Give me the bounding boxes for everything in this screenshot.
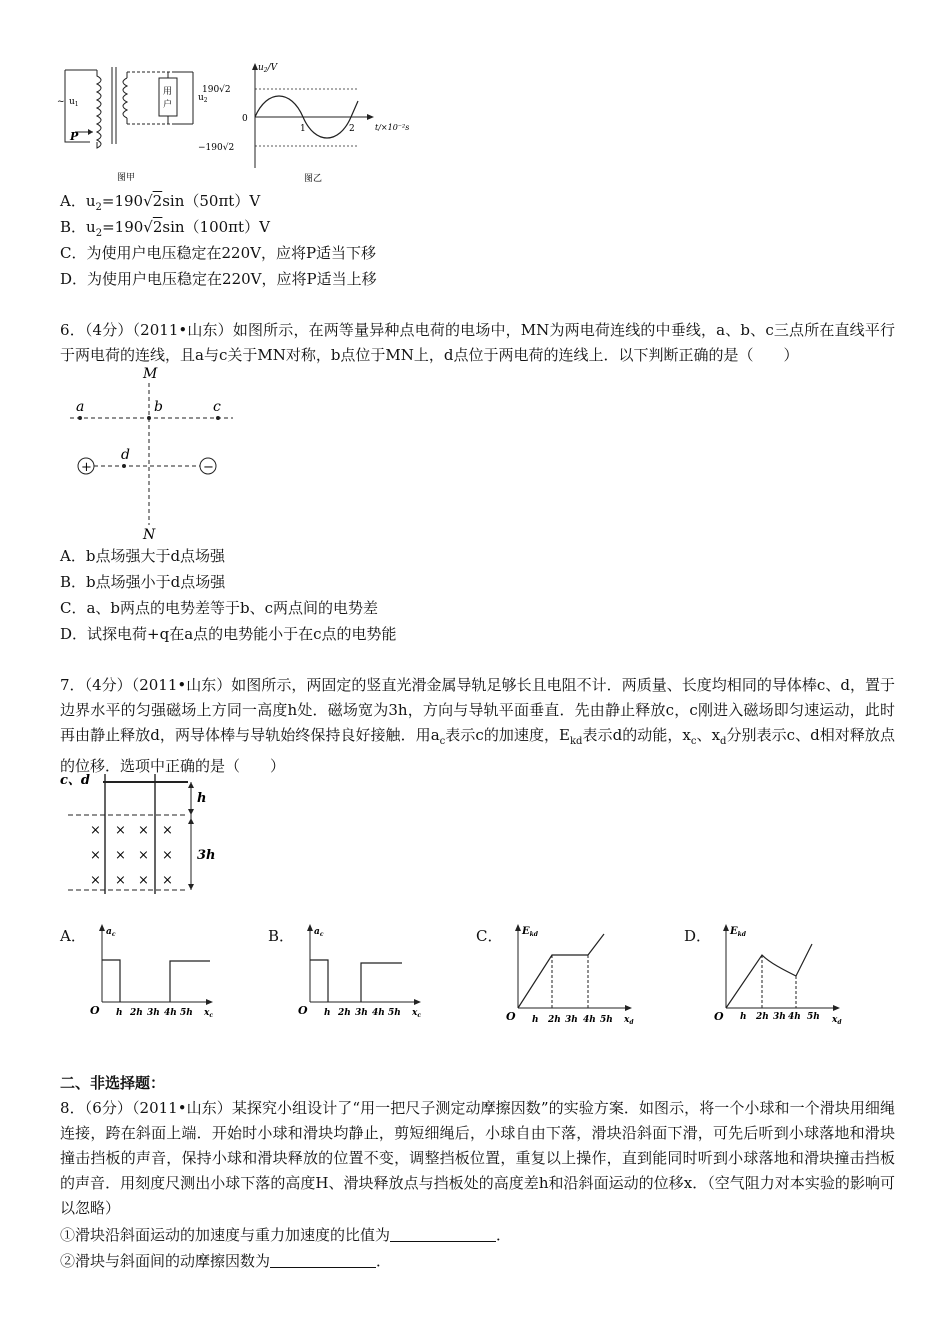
axis-xd: $x_d$ — [624, 1015, 634, 1026]
tick-h: h — [740, 1012, 747, 1022]
axis-xc: $x_c$ — [412, 1008, 422, 1019]
sqrt-sign: √ — [143, 192, 153, 210]
tick-2h: 2h — [548, 1015, 561, 1025]
q7-option-c-label: C． — [476, 927, 503, 945]
tick-5h: 5h — [180, 1008, 193, 1018]
tick-3h: 3h — [147, 1008, 160, 1018]
figure-jia-caption: 图甲 — [117, 173, 136, 183]
tick-h: h — [532, 1015, 539, 1025]
u1-label: $u_1$ — [69, 97, 79, 108]
tick-h: h — [324, 1008, 331, 1018]
axis-ekd: $E_{kd}$ — [730, 926, 746, 938]
q8-stem: 8．（6分）（2011•山东）某探究小组设计了“用一把尺子测定动摩擦因数”的实验方案．如图示，将一个小球和一个滑块用细绳连接，跨在斜面上端．开始时小球和滑块均静止，剪短细绳后，小球自由下落，滑块沿斜面下滑，可先后听到小球落地和滑块撞击挡板的声音，保持小球和滑块释放的位置不变，调整挡板位置，重复以上操作，直到能同时听到小球落地和滑块撞击挡板的声音．用刻度尺测出小球下落的高度H、滑块释放点与挡板处的高度差h和沿斜面运动的位移x．（空气阻力对本实验的影响可以忽略） — [60, 1099, 895, 1217]
answer-blank-2[interactable] — [270, 1253, 376, 1268]
x-axis-label: t/×10⁻²s — [375, 123, 410, 132]
u2-label: $u_2$ — [198, 93, 208, 104]
q7-option-b-label: B． — [268, 927, 295, 945]
y-tick-zero: 0 — [242, 114, 248, 124]
tick-2h: 2h — [130, 1008, 143, 1018]
q7-graph-d — [708, 918, 858, 1033]
label-d: d — [121, 447, 130, 463]
q7-graph-a — [84, 918, 234, 1026]
q6-option-d: D．试探电荷+q在a点的电势能小于在c点的电势能 — [60, 625, 397, 643]
label-c: c — [213, 399, 221, 415]
tick-5h: 5h — [600, 1015, 613, 1025]
q6-stem: 6．（4分）（2011•山东）如图所示，在两等量异种点电荷的电场中，MN为两电荷连线的中垂线，a、b、c三点所在直线平行于两电荷的连线，且a与c关于MN对称，b点位于MN上，d点位于两电荷的连线上．以下判断正确的是（ ） — [60, 321, 895, 364]
q5-option-c: C．为使用户电压稳定在220V，应将P适当下移 — [60, 244, 377, 262]
axis-ac: $a_c$ — [106, 927, 116, 938]
p-label: P — [70, 130, 79, 143]
q7-figure-rails — [58, 770, 228, 897]
label-m: M — [143, 366, 158, 382]
x-tick-1: 1 — [300, 124, 306, 134]
q5-option-a: A．$u_2=190√2\sin(50\pi t)V$ — [60, 192, 261, 213]
field-cross: × — [162, 848, 173, 863]
tick-3h: 3h — [773, 1012, 786, 1022]
tick-4h: 4h — [583, 1015, 596, 1025]
q7-option-d-label: D． — [684, 927, 712, 945]
tick-h: h — [116, 1008, 123, 1018]
origin: O — [90, 1004, 100, 1017]
axis-xd: $x_d$ — [832, 1015, 842, 1026]
y-tick-bottom: −190√2 — [198, 143, 235, 153]
figure-jia-transformer — [55, 62, 220, 187]
user-box-label-top: 用 — [163, 87, 173, 97]
origin: O — [298, 1004, 308, 1017]
axis-ekd: $E_{kd}$ — [522, 926, 538, 938]
tick-5h: 5h — [388, 1008, 401, 1018]
3h-label: 3h — [197, 848, 216, 863]
section-2-title: 二、非选择题： — [60, 1074, 166, 1092]
field-cross: × — [138, 873, 149, 888]
axis-ac: $a_c$ — [314, 927, 324, 938]
field-cross: × — [90, 873, 101, 888]
answer-blank-1[interactable] — [390, 1227, 496, 1242]
tick-3h: 3h — [355, 1008, 368, 1018]
field-cross: × — [138, 848, 149, 863]
minus-sign: − — [203, 460, 214, 475]
tick-3h: 3h — [565, 1015, 578, 1025]
q7-graph-b — [292, 918, 442, 1026]
q6-option-b: B．b点场强小于d点场强 — [60, 573, 226, 591]
y-axis-label: $u_2/V$ — [258, 63, 278, 74]
field-cross: × — [90, 823, 101, 838]
tick-2h: 2h — [338, 1008, 351, 1018]
y-tick-top: 190√2 — [202, 85, 231, 95]
sqrt-sign: √ — [143, 218, 153, 236]
q8-item-2: ②滑块与斜面间的动摩擦因数为 ． — [60, 1252, 392, 1270]
figure-yi-sine-graph — [198, 60, 430, 188]
field-cross: × — [90, 848, 101, 863]
h-label: h — [197, 791, 207, 806]
origin: O — [714, 1010, 724, 1023]
tick-5h: 5h — [807, 1012, 820, 1022]
q6-option-a: A．b点场强大于d点场强 — [60, 547, 226, 565]
tick-4h: 4h — [372, 1008, 385, 1018]
label-b: b — [154, 399, 163, 415]
plus-sign: + — [81, 460, 92, 475]
figure-yi-caption: 图乙 — [304, 174, 323, 184]
label-n: N — [143, 527, 156, 542]
tilde-label: ~ — [57, 97, 65, 107]
cd-label: c、d — [60, 773, 91, 788]
q7-graph-c — [500, 918, 650, 1033]
axis-xc: $x_c$ — [204, 1008, 214, 1019]
field-cross: × — [115, 873, 126, 888]
field-cross: × — [162, 823, 173, 838]
q7-stem: 7．（4分）（2011•山东）如图所示，两固定的竖直光滑金属导轨足够长且电阻不计．两质量、长度均相同的导体棒c、d，置于边界水平的匀强磁场上方同一高度h处．磁场宽为3h，方向与导轨平面垂直．先由静止释放c，c刚进入磁场即匀速运动，此时再由静止释放d，两导体棒与导轨始终保持良好接触．用$a_c$表示c的加速度，$E_{kd}$表示d的动能，$x_c$、$x_d$分别表示c、d相对释放点的位移．选项中正确的是（ ） — [60, 676, 895, 775]
field-cross: × — [115, 823, 126, 838]
q7-option-a-label: A． — [60, 927, 86, 945]
field-cross: × — [138, 823, 149, 838]
q6-option-c: C．a、b两点的电势差等于b、c两点间的电势差 — [60, 599, 379, 617]
q8-item-1: ①滑块沿斜面运动的加速度与重力加速度的比值为 ． — [60, 1226, 512, 1244]
tick-2h: 2h — [756, 1012, 769, 1022]
field-cross: × — [115, 848, 126, 863]
user-box-label-bottom: 户 — [163, 100, 173, 110]
field-cross: × — [162, 873, 173, 888]
q5-option-d: D．为使用户电压稳定在220V，应将P适当上移 — [60, 270, 377, 288]
tick-4h: 4h — [164, 1008, 177, 1018]
label-a: a — [76, 399, 85, 415]
q5-option-b: B．$u_2=190√2\sin(100\pi t)V$ — [60, 218, 270, 239]
x-tick-2: 2 — [349, 124, 355, 134]
q6-figure-charges — [68, 365, 238, 542]
tick-4h: 4h — [788, 1012, 801, 1022]
origin: O — [506, 1010, 516, 1023]
